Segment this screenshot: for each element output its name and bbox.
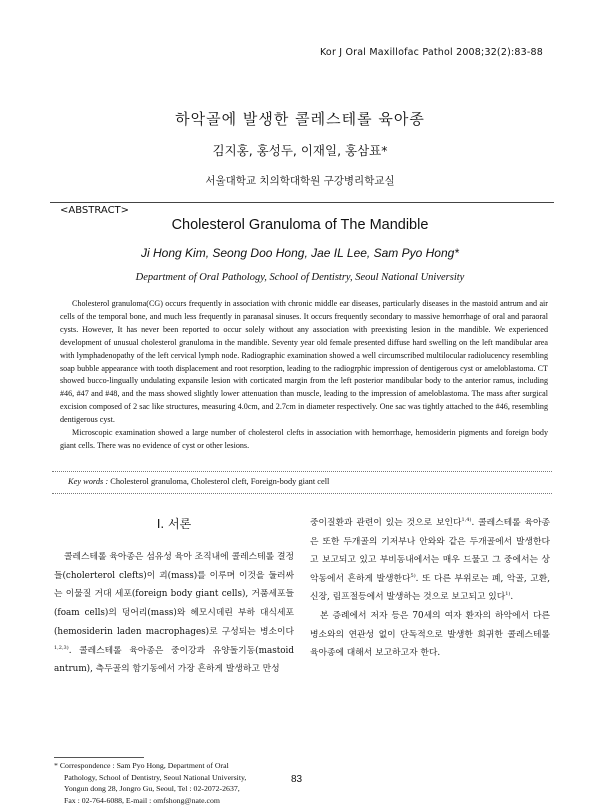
section-heading: I. 서론 — [54, 515, 294, 532]
footnote-divider — [54, 757, 144, 758]
footnote-line: * Correspondence : Sam Pyo Hong, Department of Oral — [54, 760, 294, 772]
english-authors: Ji Hong Kim, Seong Doo Hong, Jae IL Lee, Sam Pyo Hong* — [0, 246, 600, 260]
journal-reference: Kor J Oral Maxillofac Pathol 2008;32(2):83-88 — [320, 47, 543, 58]
footnote-line: Yongun dong 28, Jongro Gu, Seoul, Tel : 02-2072-2637, — [54, 783, 294, 795]
keywords-text: Cholesterol granuloma, Cholesterol cleft, Foreign-body giant cell — [110, 477, 329, 486]
korean-affiliation: 서울대학교 치의학대학원 구강병리학교실 — [0, 173, 600, 188]
english-department: Department of Oral Pathology, School of Dentistry, Seoul National University — [0, 272, 600, 283]
footnote-line: Fax : 02-764-6088, E-mail : omfshong@nate.com — [54, 795, 294, 806]
body-left-column — [54, 548, 294, 679]
correspondence-footnote — [54, 760, 294, 806]
korean-title: 하악골에 발생한 콜레스테롤 육아종 — [0, 108, 600, 129]
keywords — [68, 477, 329, 486]
keywords-divider-top — [52, 471, 552, 472]
abstract-paragraph: Cholesterol granuloma(CG) occurs frequently in association with chronic middle ear diseases, particularly diseases in the mastoid antrum and air cells of the temporal bone, and much less frequently in paranasal sinuses. It occurs frequently secondary to massive hemorrhage of oral and paraoral cysts. However, It has never been reported to occur solely without any association with preexisting lesion in the mandible. We experienced development of unusual cholesterol granuloma in the mandible. Seventy year old female presented diffuse hard swelling on the left mandibular area with lymphadenopathy of the left cervical lymph node. Radiographic examination showed a well circumscribed multilocular radiolucency resembling soap bubble appearance with tooth displacement and root resorption, leading to the radiogrphic impression of dentigerous cyst or ameloblastoma. CT showed bucco-lingually undulating expansile lesion with corticated margin from the left posterior mandibular body to the anterior ramus, including #46, #47 and #48, and the mass showed slightly lower attenuation than muscle, leading to the impression of ameloblastoma. The mass after surgical excision composed of 2 sac like structures, measuring 4.0cm, and 2.7cm in diameter respectively. One sac was tightly attached to the #46, resembling dentigerous cyst. — [60, 298, 548, 427]
keywords-label: Key words : — [68, 477, 108, 486]
abstract-label: <ABSTRACT> — [60, 205, 129, 216]
keywords-divider-bottom — [52, 493, 552, 494]
abstract-divider — [50, 202, 554, 203]
footnote-line: Pathology, School of Dentistry, Seoul National University, — [54, 772, 294, 784]
body-paragraph: 콜레스테롤 육아종은 섬유성 육아 조직내에 콜레스테롤 결정들(cholerterol clefts)이 괴(mass)를 이루며 이것을 둘러싸는 이물질 거대 세포(foreign body giant cells), 거품세포들(foam cells)의 덩어리(mass)와 헤모시데린 부하 대식세포(hemosiderin laden macrophages)로 구성되는 병소이다$^{1,2,3)}$. 콜레스테롤 육아종은 중이강과 유양돌기동(mastoid antrum), 측두골의 함기동에서 가장 흔하게 발생하고 만성 — [54, 548, 294, 679]
body-paragraph: 본 증례에서 저자 등은 70세의 여자 환자의 하악에서 다른 병소와의 연관성 없이 단독적으로 발생한 희귀한 콜레스테롤 육아종에 대해서 보고하고자 한다. — [310, 607, 550, 663]
english-title: Cholesterol Granuloma of The Mandible — [0, 217, 600, 233]
korean-authors: 김지홍, 홍성두, 이재일, 홍삼표* — [0, 141, 600, 159]
page-number: 83 — [291, 774, 302, 785]
abstract-paragraph: Microscopic examination showed a large number of cholesterol clefts in association with hemorrhage, hemosiderin pigments and foreign body giant cells. There was no evidence of cyst or other lesions. — [60, 427, 548, 453]
body-paragraph: 중이질환과 관련이 있는 것으로 보인다$^{1,4)}$. 콜레스테롤 육아종은 또한 두개골의 기저부나 안와와 같은 두개골에서 발생한다고 보고되고 있고 부비동내에서는 매우 드물고 그 중에서는 상악동에서 흔하게 발생한다$^{5)}$. 또 다른 부위로는 폐, 악골, 고환, 신장, 림프절등에서 발생하는 것으로 보고되고 있다$^{1)}$. — [310, 514, 550, 607]
abstract-body — [60, 298, 548, 453]
body-right-column — [310, 514, 550, 663]
